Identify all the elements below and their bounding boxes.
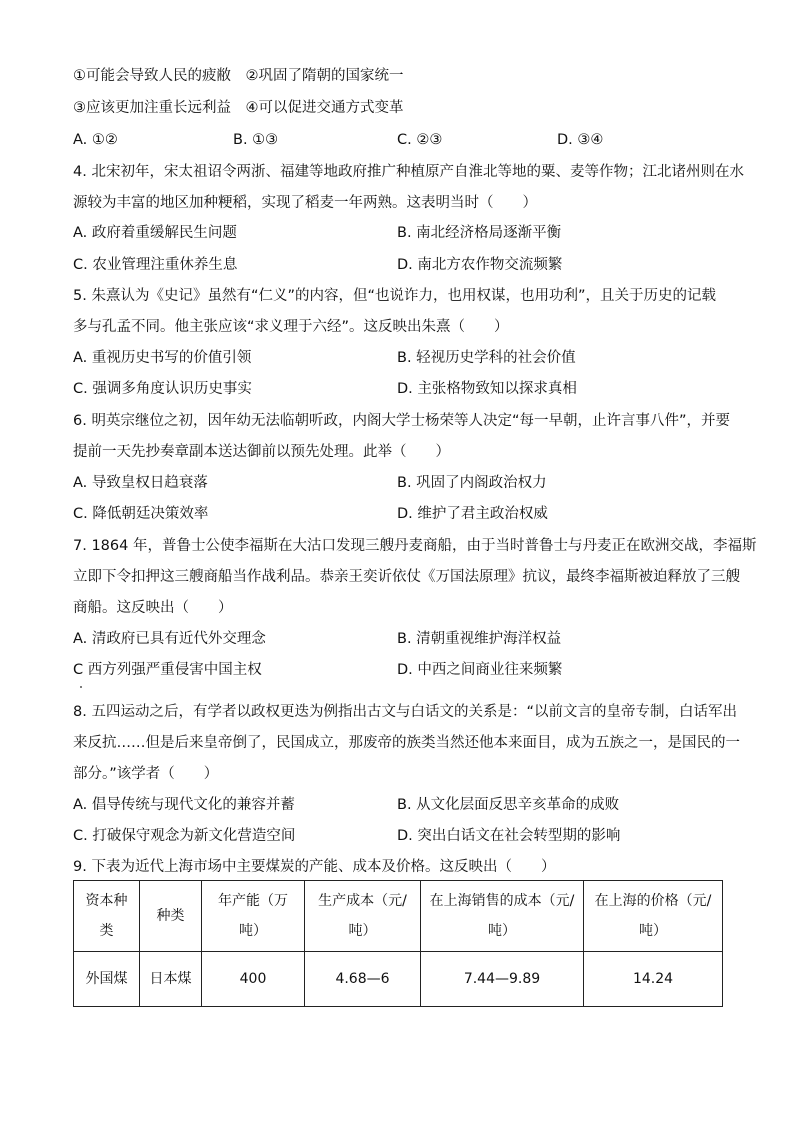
coal-data-table: [73, 880, 723, 1007]
q5-option-d: D. 主张格物致知以探求真相: [397, 381, 577, 397]
q6-option-d: D. 维护了君主政治权威: [397, 506, 548, 522]
q7-stem-line-3: 商船。这反映出（ ）: [73, 600, 233, 616]
table-cell: 400: [202, 952, 305, 1007]
q6-option-c: C. 降低朝廷决策效率: [73, 506, 209, 522]
q3-statement-line-2: ③应该更加注重长远利益 ④可以促进交通方式变革: [73, 100, 404, 116]
table-row: [74, 952, 723, 1007]
q4-stem-line-2: 源较为丰富的地区加种粳稻，实现了稻麦一年两熟。这表明当时（ ）: [73, 195, 537, 211]
stray-dot: [80, 686, 82, 688]
q4-option-b: B. 南北经济格局逐渐平衡: [397, 225, 562, 241]
q3-option-d: D. ③④: [557, 132, 604, 148]
q4-option-d: D. 南北方农作物交流频繁: [397, 257, 563, 273]
q5-option-a: A. 重视历史书写的价值引领: [73, 350, 252, 366]
q8-stem-line-3: 部分。”该学者（ ）: [73, 766, 219, 782]
q5-stem-line-2: 多与孔孟不同。他主张应该“求义理于六经”。这反映出朱熹（ ）: [73, 319, 509, 335]
table-cell: 14.24: [584, 952, 723, 1007]
q6-stem-line-1: 6. 明英宗继位之初，因年幼无法临朝听政，内阁大学士杨荣等人决定“每一早朝，止许言事八件”，并要: [73, 413, 730, 429]
q8-option-b: B. 从文化层面反思辛亥革命的成败: [397, 797, 620, 813]
table-cell: 外国煤: [74, 952, 140, 1007]
q7-option-c: C 西方列强严重侵害中国主权: [73, 662, 262, 678]
q7-stem-line-1: 7. 1864 年，普鲁士公使李福斯在大沽口发现三艘丹麦商船，由于当时普鲁士与丹麦正在欧洲交战，李福斯: [73, 538, 757, 554]
table-header-row: [74, 881, 723, 952]
q7-option-b: B. 清朝重视维护海洋权益: [397, 631, 562, 647]
header-shanghai-price: 在上海的价格（元/ 吨）: [584, 881, 723, 952]
q4-stem-line-1: 4. 北宋初年，宋太祖诏令两浙、福建等地政府推广种植原产自淮北等地的粟、麦等作物；江北诸州则在水: [73, 164, 744, 180]
q3-statement-line-1: ①可能会导致人民的疲敝 ②巩固了隋朝的国家统一: [73, 68, 404, 84]
q7-stem-line-2: 立即下令扣押这三艘商船当作战利品。恭亲王奕䜣依仗《万国法原理》抗议，最终李福斯被迫释放了三艘: [73, 569, 740, 585]
q3-option-c: C. ②③: [397, 132, 443, 148]
q3-option-b: B. ①③: [233, 132, 279, 148]
q9-stem-line-1: 9. 下表为近代上海市场中主要煤炭的产能、成本及价格。这反映出（ ）: [73, 859, 556, 875]
table-cell: 日本煤: [140, 952, 202, 1007]
table-cell: 7.44—9.89: [421, 952, 584, 1007]
q4-option-a: A. 政府着重缓解民生问题: [73, 225, 237, 241]
q4-option-c: C. 农业管理注重休养生息: [73, 257, 238, 273]
q6-stem-line-2: 提前一天先抄奏章副本送达御前以预先处理。此举（ ）: [73, 444, 450, 460]
q8-option-a: A. 倡导传统与现代文化的兼容并蓄: [73, 797, 295, 813]
q8-option-d: D. 突出白话文在社会转型期的影响: [397, 828, 621, 844]
q5-option-b: B. 轻视历史学科的社会价值: [397, 350, 576, 366]
header-production-cost: 生产成本（元/ 吨）: [305, 881, 421, 952]
q7-option-d: D. 中西之间商业往来频繁: [397, 662, 563, 678]
header-annual-capacity: 年产能（万 吨）: [202, 881, 305, 952]
q3-option-a: A. ①②: [73, 132, 118, 148]
table-cell: 4.68—6: [305, 952, 421, 1007]
q8-stem-line-2: 来反抗……但是后来皇帝倒了，民国成立，那废帝的族类当然还他本来面目，成为五族之一，是国民的一: [73, 735, 740, 751]
q8-stem-line-1: 8. 五四运动之后，有学者以政权更迭为例指出古文与白话文的关系是：“以前文言的皇帝专制，白话军出: [73, 704, 737, 720]
q6-option-a: A. 导致皇权日趋衰落: [73, 475, 208, 491]
q8-option-c: C. 打破保守观念为新文化营造空间: [73, 828, 296, 844]
header-kind: 种类: [140, 881, 202, 952]
header-shanghai-sales-cost: 在上海销售的成本（元/ 吨）: [421, 881, 584, 952]
q5-stem-line-1: 5. 朱熹认为《史记》虽然有“仁义”的内容，但“也说诈力，也用权谋，也用功利”，且关于历史的记载: [73, 288, 716, 304]
header-capital-type: 资本种 类: [74, 881, 140, 952]
q6-option-b: B. 巩固了内阁政治权力: [397, 475, 547, 491]
q5-option-c: C. 强调多角度认识历史事实: [73, 381, 252, 397]
q7-option-a: A. 清政府已具有近代外交理念: [73, 631, 266, 647]
